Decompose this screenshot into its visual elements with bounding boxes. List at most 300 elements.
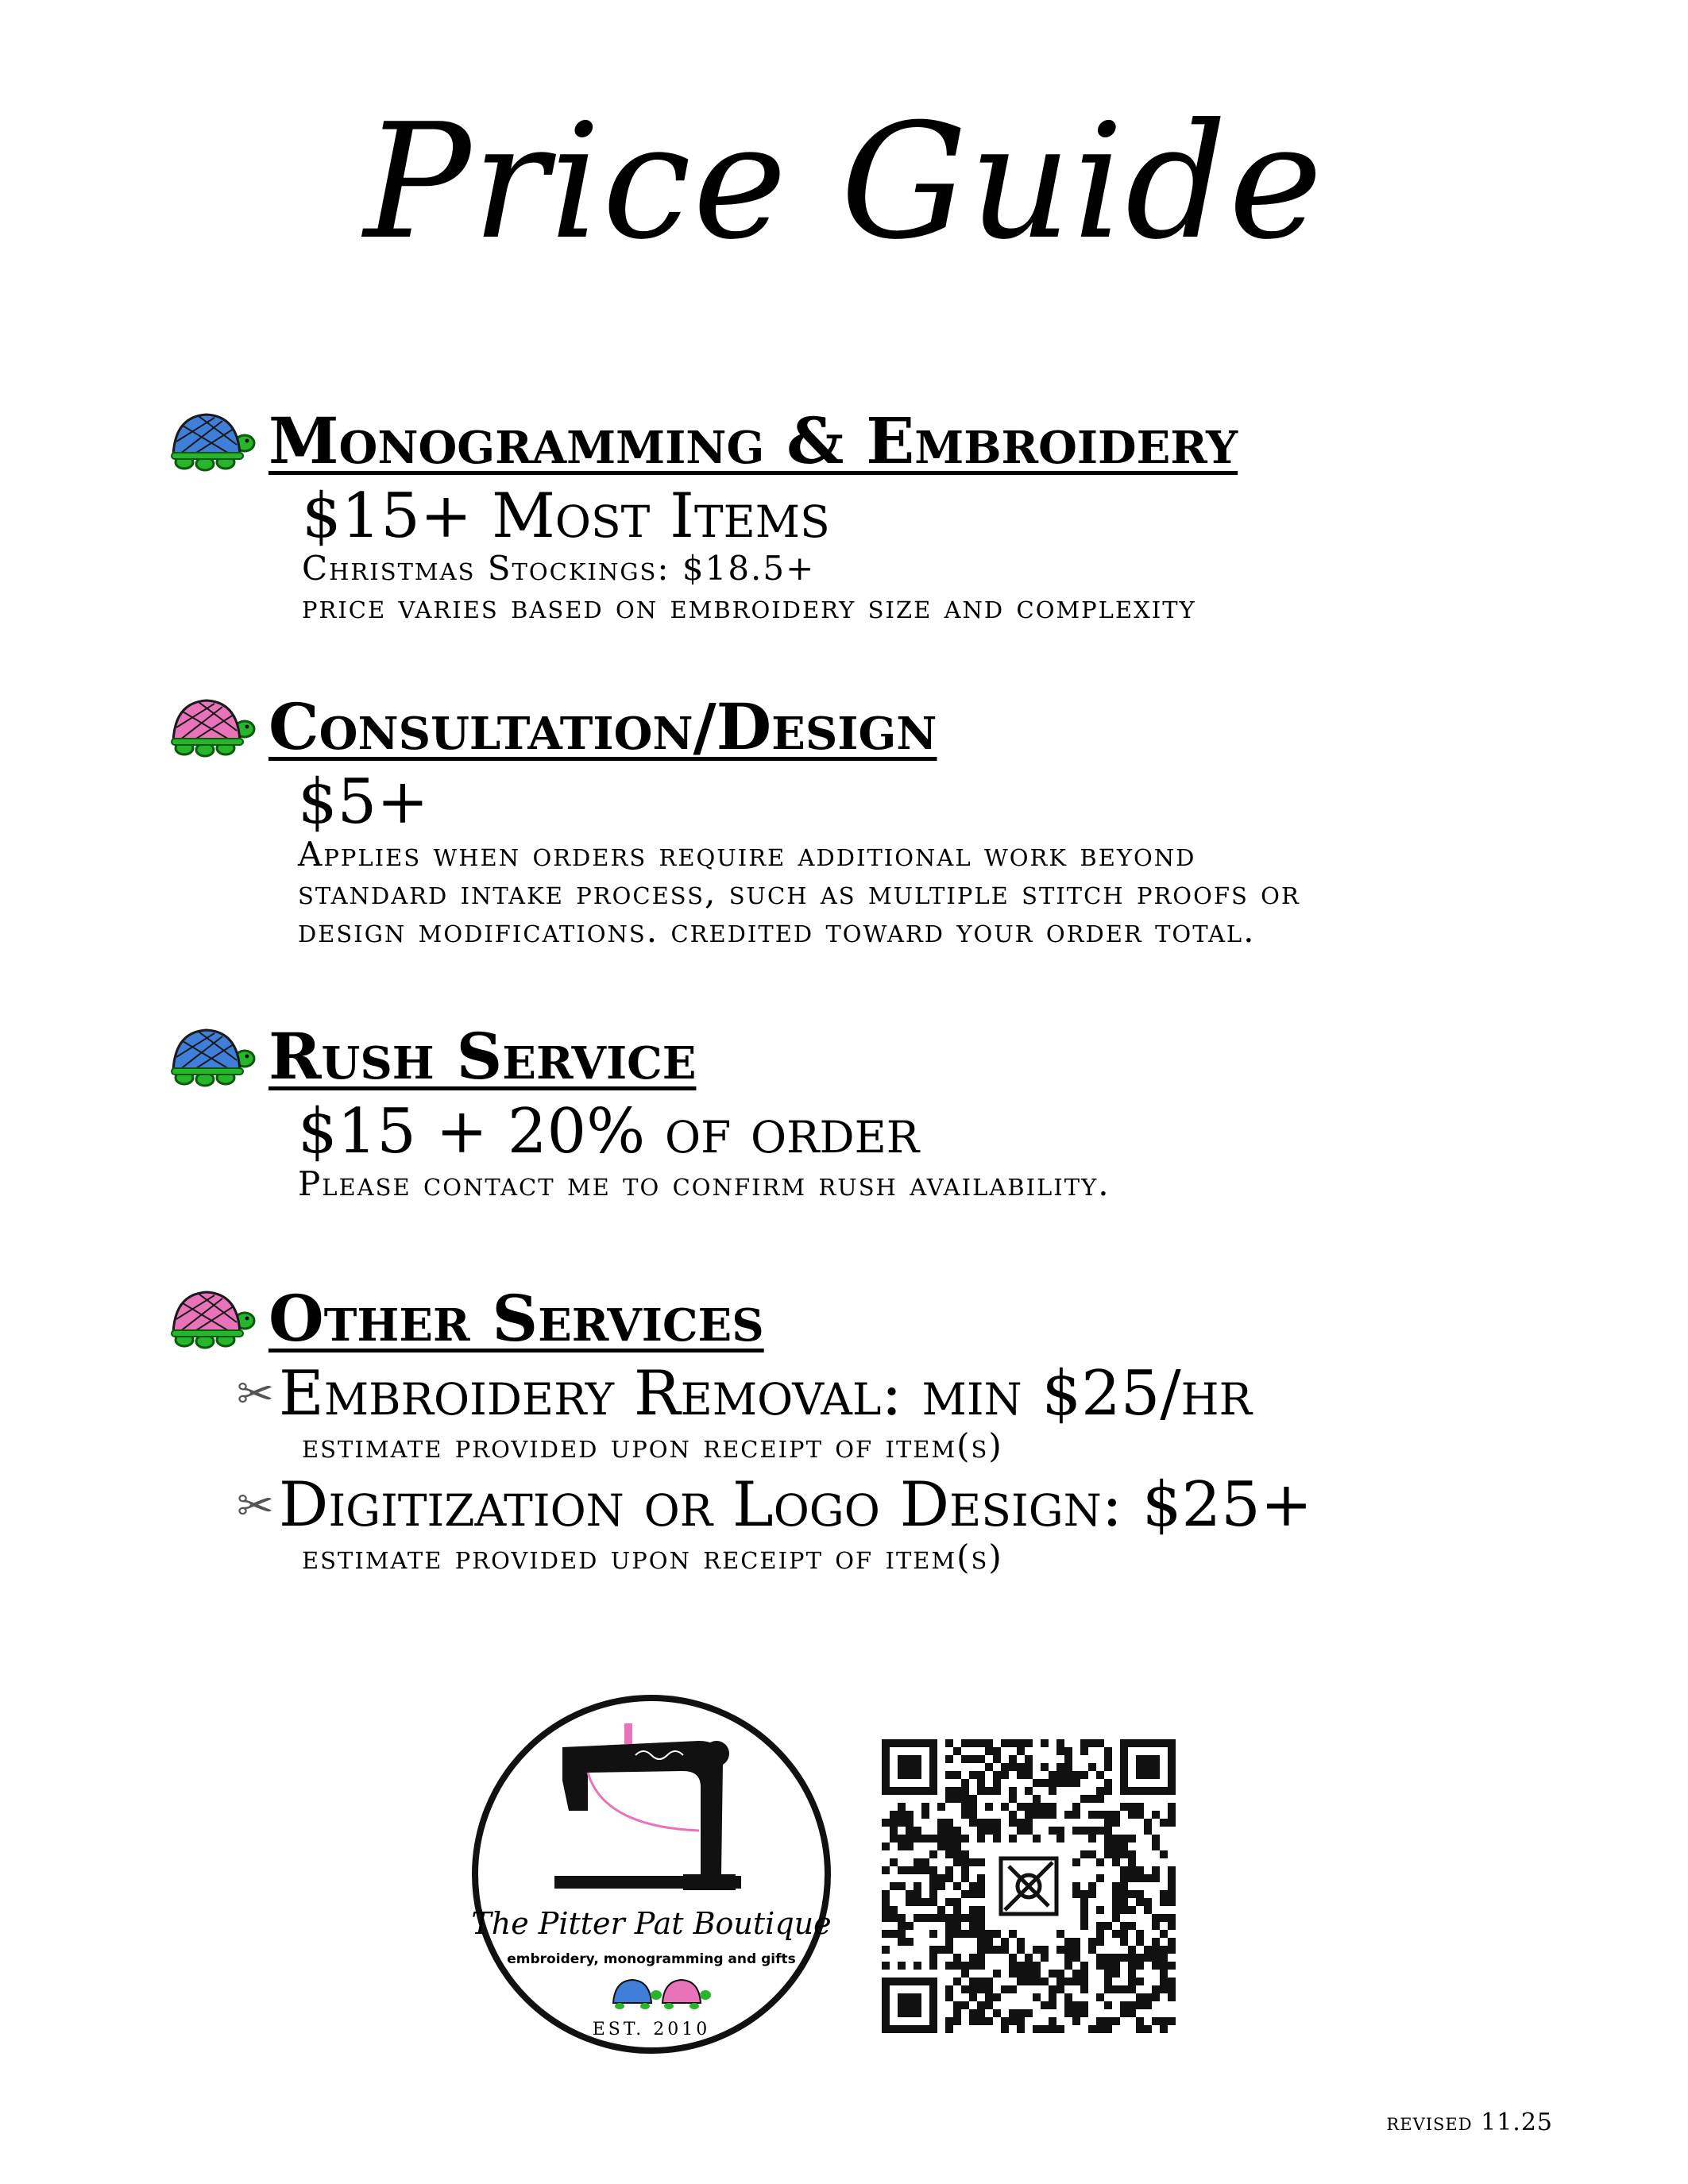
qr-module [1017, 1803, 1025, 1811]
qr-module [921, 1858, 929, 1866]
turtle-shell [173, 1292, 240, 1333]
qr-module [1009, 2017, 1017, 2025]
qr-module [1136, 1874, 1144, 1882]
qr-module [906, 1835, 914, 1843]
qr-module [1160, 1898, 1168, 1906]
qr-module [1001, 1771, 1009, 1779]
qr-module [898, 1938, 906, 1946]
qr-module [890, 1858, 898, 1866]
qr-module [1072, 2001, 1080, 2009]
qr-module [1168, 1819, 1176, 1827]
qr-module [898, 1835, 906, 1843]
qr-module [1160, 1946, 1168, 1954]
qr-module [1112, 1835, 1120, 1843]
qr-module [1025, 1978, 1033, 1985]
qr-module [937, 1906, 945, 1914]
qr-module [1009, 1787, 1017, 1795]
qr-module [1009, 1819, 1017, 1827]
qr-module [882, 1946, 890, 1954]
qr-module [1088, 1827, 1096, 1835]
qr-module [1128, 1946, 1136, 1954]
qr-module [1064, 1962, 1072, 1970]
qr-module [1160, 1850, 1168, 1858]
qr-module [1009, 1962, 1017, 1970]
qr-module [953, 1954, 961, 1962]
qr-module [937, 1835, 945, 1843]
qr-module [1064, 2009, 1072, 2017]
qr-module [1088, 1835, 1096, 1843]
qr-module [1128, 1922, 1136, 1930]
qr-module [921, 1898, 929, 1906]
section-title: Consultation/Design [268, 689, 937, 764]
qr-module [1168, 2017, 1176, 2025]
qr-module [1104, 1763, 1112, 1771]
qr-module [953, 1930, 961, 1938]
qr-module [1120, 2001, 1128, 2009]
qr-module [1072, 1946, 1080, 1954]
qr-module [914, 1835, 921, 1843]
qr-module [1080, 1985, 1088, 1993]
qr-module [1009, 1755, 1017, 1763]
qr-module [993, 1930, 1001, 1938]
qr-module [1168, 1938, 1176, 1946]
qr-module [993, 1827, 1001, 1835]
qr-module [1025, 1803, 1033, 1811]
qr-module [977, 1954, 985, 1962]
qr-module [1104, 2001, 1112, 2009]
qr-module [1080, 2001, 1088, 2009]
qr-module [1041, 1946, 1049, 1954]
qr-module [1064, 1763, 1072, 1771]
qr-module [953, 1843, 961, 1850]
qr-module [929, 1962, 937, 1970]
qr-module [1088, 1946, 1096, 1954]
qr-module [993, 1779, 1001, 1787]
qr-module [1120, 1850, 1128, 1858]
qr-module [993, 1771, 1001, 1779]
qr-module [1017, 1771, 1025, 1779]
qr-module [1096, 1739, 1104, 1747]
qr-module [1041, 1803, 1049, 1811]
qr-module [1120, 2009, 1128, 2017]
qr-module [1136, 1978, 1144, 1985]
service-label: Embroidery Removal: min $25/hr [278, 1358, 1253, 1430]
qr-module [993, 1819, 1001, 1827]
qr-module [1033, 1795, 1041, 1803]
qr-module [1128, 1850, 1136, 1858]
qr-module [969, 1914, 977, 1922]
qr-module [961, 1835, 969, 1843]
qr-module [921, 1914, 929, 1922]
qr-module [969, 1890, 977, 1898]
page-title: Price Guide [363, 90, 1324, 275]
qr-module [1072, 1779, 1080, 1787]
qr-module [1168, 1882, 1176, 1890]
qr-module [1104, 1962, 1112, 1970]
qr-module [1009, 1763, 1017, 1771]
qr-module [1128, 1835, 1136, 1843]
section-monogramming [167, 397, 1597, 626]
qr-module [882, 1962, 890, 1970]
qr-module [1056, 1747, 1064, 1755]
logo-tagline: embroidery, monogramming and gifts [507, 1951, 796, 1967]
turtle-shell [173, 1030, 240, 1071]
qr-module [1120, 1938, 1128, 1946]
note-text: Please contact me to confirm rush availability. [298, 1163, 1111, 1203]
qr-module [945, 1843, 953, 1850]
qr-module [1096, 1954, 1104, 1962]
qr-module [1072, 1858, 1080, 1866]
qr-module [1072, 2017, 1080, 2025]
qr-module [1128, 1890, 1136, 1898]
service-label: Digitization or Logo Design: $25+ [278, 1469, 1313, 1542]
qr-module [961, 1914, 969, 1922]
qr-module [961, 1739, 969, 1747]
qr-module [985, 1739, 993, 1747]
qr-module [969, 1771, 977, 1779]
qr-module [1033, 1993, 1041, 2001]
qr-module [1096, 1962, 1104, 1970]
qr-module [1104, 2017, 1112, 2025]
qr-module [1080, 1962, 1088, 1970]
qr-module [1144, 1874, 1152, 1882]
qr-module [953, 1850, 961, 1858]
qr-module [1049, 1993, 1056, 2001]
qr-module [1128, 1866, 1136, 1874]
qr-module [1144, 1906, 1152, 1914]
qr-module [890, 1882, 898, 1890]
qr-module [985, 1985, 993, 1993]
qr-module [1112, 1954, 1120, 1962]
qr-module [1080, 1922, 1088, 1930]
qr-module [969, 1858, 977, 1866]
qr-module [1096, 1938, 1104, 1946]
qr-module [1112, 1858, 1120, 1866]
qr-module [1152, 1962, 1160, 1970]
qr-module [937, 1843, 945, 1850]
qr-module [977, 1890, 985, 1898]
qr-module [1160, 1930, 1168, 1938]
qr-module [945, 1787, 953, 1795]
qr-module [1096, 1795, 1104, 1803]
qr-module [1064, 1779, 1072, 1787]
qr-module [1088, 1850, 1096, 1858]
qr-module [1136, 1938, 1144, 1946]
qr-module [977, 1827, 985, 1835]
qr-module [898, 1819, 906, 1827]
qr-module [961, 1803, 969, 1811]
qr-module [1049, 2025, 1056, 2033]
qr-module [1041, 1811, 1049, 1819]
qr-module [969, 1819, 977, 1827]
qr-module [961, 1858, 969, 1866]
qr-module [1080, 1970, 1088, 1978]
qr-module [977, 1930, 985, 1938]
qr-module [1088, 1763, 1096, 1771]
qr-module [945, 1771, 953, 1779]
qr-module [961, 1787, 969, 1795]
qr-module [1168, 1866, 1176, 1874]
qr-module [1112, 2017, 1120, 2025]
qr-module [1064, 2001, 1072, 2009]
qr-module [898, 1914, 906, 1922]
qr-module [1049, 1970, 1056, 1978]
qr-module [1112, 1962, 1120, 1970]
qr-module [1056, 1739, 1064, 1747]
qr-module [1104, 1819, 1112, 1827]
section-title: Other Services [268, 1281, 764, 1356]
qr-module [1009, 2009, 1017, 2017]
qr-module [914, 1890, 921, 1898]
qr-module [1160, 1954, 1168, 1962]
qr-module [961, 1930, 969, 1938]
qr-module [1152, 1985, 1160, 1993]
qr-module [985, 1787, 993, 1795]
qr-module [969, 1755, 977, 1763]
qr-module [1056, 1978, 1064, 1985]
qr-module [1152, 1938, 1160, 1946]
qr-module [1096, 1858, 1104, 1866]
qr-module [937, 1914, 945, 1922]
qr-module [945, 1874, 953, 1882]
qr-module [961, 1850, 969, 1858]
qr-module [1168, 1978, 1176, 1985]
qr-code [882, 1739, 1176, 2033]
qr-module [1041, 1954, 1049, 1962]
qr-module [906, 1819, 914, 1827]
qr-module [977, 1874, 985, 1882]
qr-module [953, 1858, 961, 1866]
qr-module [1017, 1827, 1025, 1835]
qr-module [1104, 1811, 1112, 1819]
qr-module [937, 1803, 945, 1811]
qr-module [1136, 2001, 1144, 2009]
qr-module [1160, 1970, 1168, 1978]
turtle-icon [167, 1025, 256, 1087]
qr-module [1041, 2025, 1049, 2033]
qr-module [1049, 1803, 1056, 1811]
qr-module [937, 1819, 945, 1827]
qr-module [1104, 2025, 1112, 2033]
qr-module [1025, 1763, 1033, 1771]
qr-module [993, 1970, 1001, 1978]
qr-module [1144, 1819, 1152, 1827]
qr-module [1160, 2025, 1168, 2033]
qr-module [1049, 1811, 1056, 1819]
qr-module [898, 1811, 906, 1819]
qr-module [1072, 1882, 1080, 1890]
qr-module [1168, 1922, 1176, 1930]
qr-module [906, 1811, 914, 1819]
note-text: standard intake process, such as multiple stitch proofs or [298, 873, 1300, 913]
qr-module [1112, 1850, 1120, 1858]
qr-module [1056, 1763, 1064, 1771]
qr-module [1009, 1930, 1017, 1938]
qr-module [1152, 1954, 1160, 1962]
qr-module [1152, 1946, 1160, 1954]
qr-module [969, 1906, 977, 1914]
qr-module [1152, 1993, 1160, 2001]
qr-module [1017, 1747, 1025, 1755]
qr-module [977, 1962, 985, 1970]
revision-note: revised 11.25 [1386, 2109, 1553, 2136]
qr-module [985, 1819, 993, 1827]
qr-module [1136, 1954, 1144, 1962]
qr-module [945, 1993, 953, 2001]
qr-module [1064, 1771, 1072, 1779]
qr-module [985, 1938, 993, 1946]
note-text: Christmas Stockings: $18.5+ [302, 548, 816, 588]
qr-module [1025, 1970, 1033, 1978]
qr-module [1088, 1795, 1096, 1803]
qr-module [890, 1819, 898, 1827]
qr-module [1112, 1811, 1120, 1819]
qr-module [1112, 1914, 1120, 1922]
qr-module [977, 1922, 985, 1930]
qr-module [977, 1779, 985, 1787]
qr-module [1056, 1827, 1064, 1835]
qr-module [1072, 1890, 1080, 1898]
qr-module [898, 1866, 906, 1874]
qr-module [1096, 1993, 1104, 2001]
qr-module [1112, 1890, 1120, 1898]
turtle-shell [173, 700, 240, 742]
qr-module [961, 1811, 969, 1819]
qr-module [929, 1874, 937, 1882]
qr-module [993, 2009, 1001, 2017]
turtle-icon [167, 696, 256, 758]
qr-module [1096, 1827, 1104, 1835]
qr-module [961, 1874, 969, 1882]
qr-module [1104, 1755, 1112, 1763]
qr-module [953, 1978, 961, 1985]
qr-module [961, 1866, 969, 1874]
qr-module [1136, 1803, 1144, 1811]
qr-module [953, 1914, 961, 1922]
qr-module [985, 1827, 993, 1835]
qr-module [1144, 1946, 1152, 1954]
qr-module [1136, 1890, 1144, 1898]
qr-module [1152, 1922, 1160, 1930]
qr-module [937, 1827, 945, 1835]
qr-module [937, 1946, 945, 1954]
qr-module [1104, 1954, 1112, 1962]
qr-module [906, 1843, 914, 1850]
qr-module [961, 1779, 969, 1787]
note-text: design modifications. credited toward your order total. [298, 911, 1256, 951]
qr-module [1128, 1906, 1136, 1914]
qr-module [1001, 1763, 1009, 1771]
qr-module [1080, 1898, 1088, 1906]
qr-module [898, 1882, 906, 1890]
qr-module [1072, 1811, 1080, 1819]
qr-module [1088, 1811, 1096, 1819]
qr-module [1096, 1874, 1104, 1882]
section-other-services [167, 1275, 1597, 1576]
qr-module [906, 1938, 914, 1946]
section-title: Rush Service [268, 1019, 697, 1094]
qr-module [906, 1898, 914, 1906]
qr-module [1104, 1985, 1112, 1993]
qr-module [1112, 1930, 1120, 1938]
turtle-shell [173, 415, 240, 456]
qr-module [1120, 1890, 1128, 1898]
qr-module [1128, 1970, 1136, 1978]
qr-module [985, 1803, 993, 1811]
qr-module [898, 1930, 906, 1938]
qr-module [1168, 1898, 1176, 1906]
qr-module [1096, 1906, 1104, 1914]
qr-module [985, 1978, 993, 1985]
qr-module [969, 2017, 977, 2025]
qr-module [1072, 1938, 1080, 1946]
qr-module [898, 1803, 906, 1811]
qr-module [985, 1993, 993, 2001]
qr-module [1041, 2001, 1049, 2009]
qr-module [882, 1890, 890, 1898]
qr-module [1120, 1954, 1128, 1962]
qr-module [953, 1827, 961, 1835]
qr-module [1144, 2025, 1152, 2033]
qr-module [1128, 1985, 1136, 1993]
qr-module [1160, 1890, 1168, 1898]
qr-module [1025, 1739, 1033, 1747]
service-item [237, 1469, 1597, 1542]
qr-module [1025, 1954, 1033, 1962]
qr-module [1096, 2017, 1104, 2025]
qr-module [1152, 1835, 1160, 1843]
qr-module [1080, 1850, 1088, 1858]
qr-module [1112, 1882, 1120, 1890]
qr-module [1064, 1747, 1072, 1755]
qr-module [929, 1882, 937, 1890]
qr-module [977, 1946, 985, 1954]
qr-module [914, 1882, 921, 1890]
qr-module [890, 1827, 898, 1835]
qr-module [1168, 1993, 1176, 2001]
qr-module [977, 2001, 985, 2009]
qr-module [1144, 1898, 1152, 1906]
qr-module [1128, 1803, 1136, 1811]
qr-module [977, 1938, 985, 1946]
qr-module [1056, 1779, 1064, 1787]
qr-module [1128, 1811, 1136, 1819]
qr-module [977, 1914, 985, 1922]
qr-module [1056, 2025, 1064, 2033]
qr-module [1104, 1835, 1112, 1843]
qr-module [953, 1882, 961, 1890]
qr-module [1120, 1906, 1128, 1914]
qr-module [945, 1938, 953, 1946]
qr-module [1009, 1811, 1017, 1819]
qr-module [993, 1946, 1001, 1954]
qr-module [929, 1835, 937, 1843]
qr-module [890, 1914, 898, 1922]
qr-module [1128, 2009, 1136, 2017]
qr-module [1160, 1962, 1168, 1970]
service-item [237, 1358, 1597, 1430]
qr-module [945, 1946, 953, 1954]
qr-module [1128, 2001, 1136, 2009]
qr-module [1096, 1787, 1104, 1795]
qr-module [969, 1882, 977, 1890]
qr-module [953, 1906, 961, 1914]
qr-module [1160, 1914, 1168, 1922]
qr-module [1104, 1922, 1112, 1930]
qr-module [945, 1819, 953, 1827]
qr-module [1041, 1779, 1049, 1787]
qr-module [1096, 1771, 1104, 1779]
